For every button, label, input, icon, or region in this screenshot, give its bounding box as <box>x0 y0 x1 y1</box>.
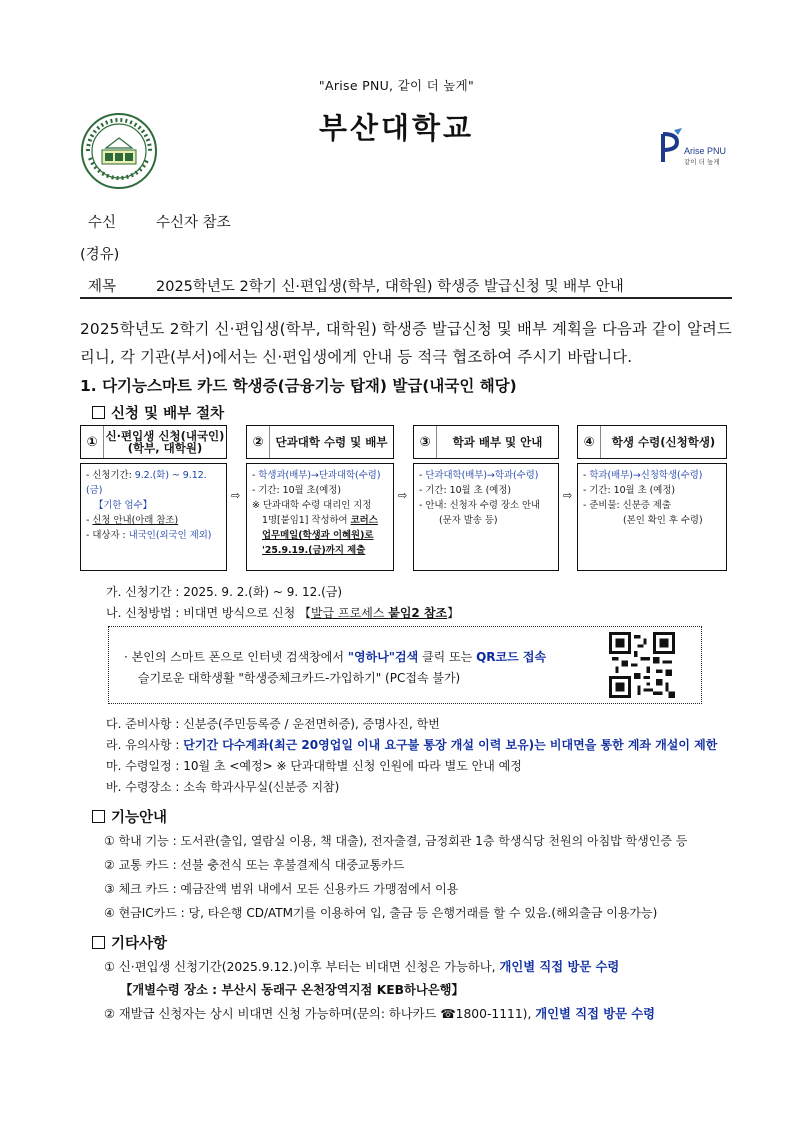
item-ma: 마. 수령일정 : 10월 초 <예정> ※ 단과대학별 신청 인원에 따라 별도 안내 예정 <box>106 759 522 773</box>
step-3-body <box>413 463 559 571</box>
qr-guide-line-1 <box>124 648 546 665</box>
step-1-period-label: - 신청기간: <box>86 470 135 481</box>
checkbox-square-icon <box>92 406 105 419</box>
step-2-note: ※ 단과대학 수령 대리인 지정 <box>252 500 372 511</box>
checkbox-square-icon <box>92 810 105 823</box>
step-3-sms: (문자 발송 등) <box>439 515 498 526</box>
etc-item-2-text: ② 재발급 신청자는 상시 비대면 신청 가능하며(문의: 하나카드 ☎1800-1111), <box>104 1007 536 1021</box>
etc-heading <box>92 932 167 953</box>
feature-item: ③ 체크 카드 : 예금잔액 범위 내에서 모든 신용카드 가맹점에서 이용 <box>104 882 459 896</box>
subject-rule <box>80 297 732 299</box>
step-4-period: - 기간: 10월 초 (예정) <box>583 485 676 496</box>
etc-item-2-emphasis: 개인별 직접 방문 수령 <box>535 1007 656 1021</box>
step-1-header <box>80 425 227 459</box>
step-1-target-value: 내국인(외국인 제외) <box>128 530 212 541</box>
feature-item: ④ 현금IC카드 : 당, 타은행 CD/ATM기를 이용하여 입, 출금 등 은행거래를 할 수 있음.(해외출금 이용가능) <box>104 906 658 920</box>
step-4-header <box>577 425 727 459</box>
qr-guide-search: "영하나"검색 <box>347 650 419 664</box>
subject-label: 제목 <box>88 279 117 295</box>
step-2-attach: 1명[붙임1] 작성하여 <box>262 515 351 526</box>
step-4-title: 학생 수령(신청학생) <box>611 435 716 449</box>
step-1-title: 신·편입생 신청(내국인) <box>105 429 225 443</box>
step-4-items: - 준비물: 신분증 제출 <box>583 500 671 511</box>
step-1-target-label: - 대상자 : <box>86 530 129 541</box>
item-na <box>106 604 459 621</box>
step-2-dash: - <box>252 470 259 481</box>
item-na-bracket: 】 <box>447 606 460 620</box>
step-3-guide: - 안내: 신청자 수령 장소 안내 <box>419 500 541 511</box>
step-2-deadline: '25.9.19.(금)까지 제출 <box>262 545 366 556</box>
procedure-flow <box>80 425 735 573</box>
step-3-period: - 기간: 10월 초 (예정) <box>419 485 512 496</box>
qr-guide-line-2: 슬기로운 대학생활 "학생증체크카드-가입하기" (PC접속 불가) <box>138 671 461 685</box>
step-4-body <box>577 463 727 571</box>
step-1 <box>80 425 227 570</box>
recipient-label: 수신 <box>88 215 117 231</box>
item-na-text: 나. 신청방법 : 비대면 방식으로 신청 【 <box>106 606 312 620</box>
svg-text:같이 더 높게: 같이 더 높게 <box>684 158 720 166</box>
item-ra <box>106 736 717 753</box>
step-2-korus: 코러스 <box>350 515 378 526</box>
item-na-process: 발급 프로세스 <box>311 606 389 620</box>
step-2-header <box>246 425 394 459</box>
step-3-flow: 단과대학(배부)→학과(수령) <box>425 470 539 481</box>
step-2-mail: 업무메일(학생과 이혜원)로 <box>262 530 374 541</box>
etc-title: 기타사항 <box>111 936 168 952</box>
step-4-verify: (본인 확인 후 수령) <box>623 515 703 526</box>
step-1-guide-note: (아래 참조) <box>131 515 179 526</box>
etc-item-1-location: 【개별수령 장소 : 부산시 동래구 온천장역지점 KEB하나은행】 <box>120 983 464 997</box>
qr-code-icon[interactable] <box>609 632 675 698</box>
step-2-body <box>246 463 394 571</box>
arrow-right-icon: ⇨ <box>563 489 573 502</box>
step-1-body <box>80 463 227 571</box>
intro-paragraph: 2025학년도 2학기 신·편입생(학부, 대학원) 학생증 발급신청 및 배부 계획을 다음과 같이 알려드리니, 각 기관(부서)에서는 신·편입생에게 안내 등 적극 협조하여 주시기 바랍니다. <box>80 320 732 366</box>
checkbox-square-icon <box>92 936 105 949</box>
step-2-title: 단과대학 수령 및 배부 <box>275 435 388 449</box>
step-4-dash: - <box>583 470 590 481</box>
step-1-guide-dash: - <box>86 515 93 526</box>
procedure-title: 신청 및 배부 절차 <box>111 406 225 422</box>
step-1-guide: 신청 안내 <box>92 515 132 526</box>
step-1-deadline: 【기한 엄수】 <box>94 500 152 511</box>
qr-guide-text: · 본인의 스마트 폰으로 인터넷 검색창에서 <box>124 650 348 664</box>
step-3-header <box>413 425 559 459</box>
item-da: 다. 준비사항 : 신분증(주민등록증 / 운전면허증), 증명사진, 학번 <box>106 717 440 731</box>
step-1-number: ① <box>81 426 104 458</box>
step-2-period: - 기간: 10월 초(예정) <box>252 485 342 496</box>
page-title: 부산대학교 <box>318 111 475 145</box>
subject-value: 2025학년도 2학기 신·편입생(학부, 대학원) 학생증 발급신청 및 배부 안내 <box>156 279 624 295</box>
features-title: 기능안내 <box>111 810 168 826</box>
via-label: (경유) <box>80 247 120 263</box>
qr-guide-or: 클릭 또는 <box>418 650 477 664</box>
step-2-number: ② <box>247 426 270 458</box>
arrow-right-icon: ⇨ <box>231 489 241 502</box>
university-seal <box>80 112 158 190</box>
feature-item: ② 교통 카드 : 선불 충전식 또는 후불결제식 대중교통카드 <box>104 858 405 872</box>
feature-item: ① 학내 기능 : 도서관(출입, 열람실 이용, 책 대출), 전자출결, 금정회관 1층 학생식당 천원의 아침밥 학생인증 등 <box>104 834 688 848</box>
item-na-attachment: 붙임2 참조 <box>388 606 448 620</box>
step-2-flow: 학생과(배부)→단과대학(수령) <box>258 470 381 481</box>
step-3-title: 학과 배부 및 안내 <box>452 435 543 449</box>
item-ra-label: 라. 유의사항 : <box>106 738 184 752</box>
arise-pnu-logo <box>660 128 740 168</box>
etc-item-1-emphasis: 개인별 직접 방문 수령 <box>499 960 620 974</box>
step-4 <box>577 425 727 570</box>
step-1-period-value: 9.2.(화) ~ 9.12.(금) <box>86 470 207 496</box>
step-2 <box>246 425 394 570</box>
step-3-dash: - <box>419 470 426 481</box>
slogan: "Arise PNU, 같이 더 높게" <box>318 78 475 93</box>
etc-item-1-text: ① 신·편입생 신청기간(2025.9.12.)이후 부터는 비대면 신청은 가능하나, <box>104 960 500 974</box>
item-ra-warning: 단기간 다수계좌(최근 20영업일 이내 요구불 통장 개설 이력 보유)는 비대면을 통한 계좌 개설이 제한 <box>183 738 718 752</box>
recipient-value: 수신자 참조 <box>156 215 231 231</box>
step-4-number: ④ <box>578 426 601 458</box>
features-heading <box>92 806 167 827</box>
step-3-number: ③ <box>414 426 437 458</box>
procedure-heading <box>92 402 224 423</box>
step-4-flow: 학과(배부)→신청학생(수령) <box>589 470 703 481</box>
item-ga: 가. 신청기간 : 2025. 9. 2.(화) ~ 9. 12.(금) <box>106 585 343 599</box>
qr-guide-qr: QR코드 접속 <box>476 650 547 664</box>
etc-item-1 <box>104 957 619 975</box>
step-1-subtitle: (학부, 대학원) <box>127 441 203 455</box>
section1-title: 1. 다기능스마트 카드 학생증(금융기능 탑재) 발급(내국인 해당) <box>80 377 517 395</box>
step-3 <box>413 425 559 570</box>
etc-item-2 <box>104 1004 655 1022</box>
svg-text:Arise PNU: Arise PNU <box>684 146 727 156</box>
item-ba: 바. 수령장소 : 소속 학과사무실(신분증 지참) <box>106 780 340 794</box>
arrow-right-icon: ⇨ <box>398 489 408 502</box>
